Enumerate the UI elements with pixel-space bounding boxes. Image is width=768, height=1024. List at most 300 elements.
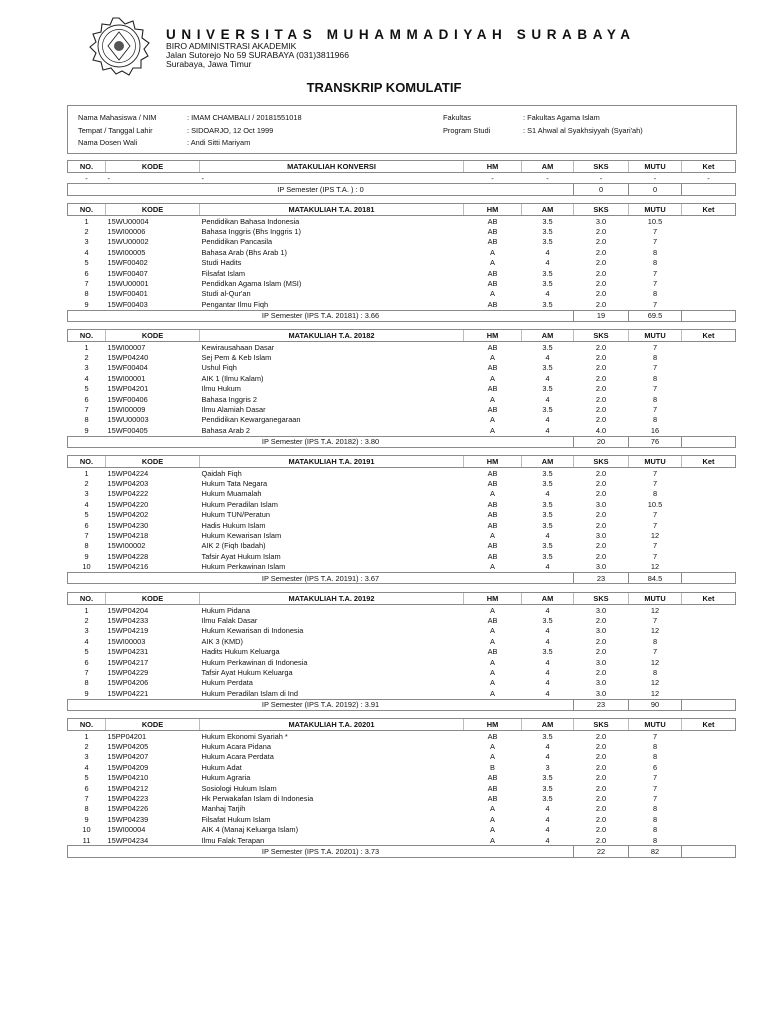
total-sks: 23 [574, 699, 629, 710]
hm-cell: AB [487, 499, 498, 509]
hm-cell: A [490, 605, 495, 615]
kode-cell: 15WP04201 [107, 384, 149, 394]
ket-cell [682, 226, 736, 236]
hm-cell: AB [487, 279, 498, 289]
matakuliah-cell: Hadis Hukum Islam [201, 520, 266, 530]
table-row [68, 247, 736, 257]
sks-cell: 2.0 [595, 468, 607, 478]
mutu-cell: 12 [650, 531, 660, 541]
ket-cell [682, 783, 736, 793]
ket-cell [682, 415, 736, 425]
document-title: TRANSKRIP KOMULATIF [306, 80, 462, 95]
matakuliah-cell: Hukum Perkawinan Islam [201, 562, 286, 572]
semester-table [67, 160, 736, 196]
ket-cell [682, 647, 736, 657]
matakuliah-cell: AIK 1 (Ilmu Kalam) [201, 373, 264, 383]
no-cell: 7 [84, 279, 89, 289]
no-cell: 5 [84, 384, 89, 394]
kode-cell: 15PP04201 [107, 731, 147, 741]
column-header-mutu: MUTU [629, 161, 682, 173]
mutu-cell: 6 [652, 762, 658, 772]
ket-cell [682, 741, 736, 751]
mutu-cell: 7 [652, 783, 658, 793]
column-header-kode: KODE [106, 719, 200, 731]
program-label: Program Studi [443, 126, 491, 135]
ket-cell [682, 425, 736, 436]
column-header-am: AM [522, 593, 574, 605]
am-cell: 4 [545, 258, 550, 268]
ket-cell [682, 762, 736, 772]
mutu-cell: 7 [652, 279, 658, 289]
mutu-cell: 8 [652, 814, 658, 824]
column-header-no: NO. [68, 330, 106, 342]
semester-title: MATAKULIAH T.A. 20192 [200, 593, 464, 605]
ip-semester-label: IP Semester (IPS T.A. 20182) : 3.80 [68, 436, 574, 447]
table-row [68, 636, 736, 646]
table-row [68, 688, 736, 699]
mutu-cell: 8 [652, 835, 658, 845]
matakuliah-cell: Manhaj Tarjih [201, 804, 246, 814]
semester-title: MATAKULIAH T.A. 20182 [200, 330, 464, 342]
university-seal-icon [86, 16, 152, 76]
kode-cell: 15WP04219 [107, 626, 149, 636]
matakuliah-cell: Tafsir Ayat Hukum Keluarga [201, 668, 293, 678]
advisor-label: Nama Dosen Wali [78, 138, 138, 147]
am-cell: 3.5 [542, 499, 553, 509]
mutu-cell: 12 [650, 605, 660, 615]
no-cell: 3 [84, 626, 89, 636]
kode-cell: 15WP04230 [107, 520, 149, 530]
hm-cell: AB [487, 468, 498, 478]
mutu-cell: 8 [652, 752, 658, 762]
hm-cell: AB [487, 227, 498, 237]
column-header-hm: HM [464, 593, 522, 605]
no-cell: 1 [84, 216, 89, 226]
faculty-value: : Fakultas Agama Islam [523, 113, 600, 122]
no-cell: 6 [84, 394, 89, 404]
no-cell: 9 [84, 688, 89, 698]
am-cell: 4 [545, 626, 550, 636]
matakuliah-cell: Bahasa Arab (Bhs Arab 1) [201, 247, 287, 257]
matakuliah-cell: Pendidikan Kewarganegaraan [201, 415, 301, 425]
am-cell: - [546, 173, 549, 183]
sks-cell: 2.0 [595, 394, 607, 404]
ket-cell [682, 468, 736, 479]
hm-cell: AB [487, 794, 498, 804]
mutu-cell: 10.5 [647, 216, 663, 226]
no-cell: 2 [84, 227, 89, 237]
matakuliah-cell: Filsafat Islam [201, 268, 246, 278]
matakuliah-cell: Hukum Kewarisan di Indonesia [201, 626, 304, 636]
matakuliah-cell: Bahasa Arab 2 [201, 425, 250, 435]
total-ket [682, 184, 736, 195]
ip-semester-label: IP Semester (IPS T.A. 20201) : 3.73 [68, 846, 574, 857]
mutu-cell: 8 [652, 636, 658, 646]
column-header-kode: KODE [106, 593, 200, 605]
hm-cell: A [490, 688, 495, 698]
column-header-no: NO. [68, 593, 106, 605]
ket-cell [682, 752, 736, 762]
am-cell: 3.5 [542, 468, 553, 478]
hm-cell: AB [487, 520, 498, 530]
sks-cell: 3.0 [595, 626, 607, 636]
kode-cell: 15WI00002 [107, 541, 146, 551]
student-name-label: Nama Mahasiswa / NIM [78, 113, 157, 122]
matakuliah-cell: Hukum Acara Perdata [201, 752, 274, 762]
kode-cell: 15WP04220 [107, 499, 149, 509]
sks-cell: 3.0 [595, 688, 607, 698]
kode-cell: 15WU00002 [107, 237, 149, 247]
matakuliah-cell: Pendidkan Agama Islam (MSI) [201, 279, 302, 289]
hm-cell: A [490, 425, 495, 435]
hm-cell: AB [487, 237, 498, 247]
mutu-cell: 16 [650, 425, 660, 435]
ket-cell [682, 657, 736, 667]
table-row [68, 562, 736, 573]
table-row [68, 731, 736, 742]
total-sks: 20 [574, 436, 629, 447]
table-row [68, 520, 736, 530]
ket-cell [682, 404, 736, 414]
table-row [68, 814, 736, 824]
mutu-cell: 7 [652, 237, 658, 247]
hm-cell: AB [487, 216, 498, 226]
mutu-cell: 12 [650, 626, 660, 636]
kode-cell: 15WI00007 [107, 342, 146, 352]
kode-cell: 15WP04212 [107, 783, 149, 793]
kode-cell: 15WP04223 [107, 794, 149, 804]
column-header-no: NO. [68, 719, 106, 731]
sks-cell: 2.0 [595, 415, 607, 425]
address: Jalan Sutorejo No 59 SURABAYA (031)3811966 [166, 50, 349, 60]
no-cell: 8 [84, 804, 89, 814]
column-header-ket: Ket [682, 719, 736, 731]
column-header-kode: KODE [106, 456, 200, 468]
no-cell: 2 [84, 616, 89, 626]
sks-cell: 2.0 [595, 520, 607, 530]
am-cell: 4 [545, 678, 550, 688]
am-cell: 4 [545, 814, 550, 824]
column-header-sks: SKS [574, 593, 629, 605]
table-row [68, 678, 736, 688]
total-ket [682, 436, 736, 447]
mutu-cell: 7 [652, 384, 658, 394]
header-row [68, 593, 736, 605]
matakuliah-cell: Studi al-Qur'an [201, 289, 251, 299]
table-row [68, 541, 736, 551]
birth-label: Tempat / Tanggal Lahir [78, 126, 153, 135]
total-ket [682, 846, 736, 857]
table-row [68, 825, 736, 835]
hm-cell: A [490, 289, 495, 299]
hm-cell: A [490, 394, 495, 404]
no-cell: 7 [84, 405, 89, 415]
table-row [68, 647, 736, 657]
mutu-cell: 8 [652, 742, 658, 752]
matakuliah-cell: Hukum Adat [201, 762, 242, 772]
no-cell: 4 [84, 499, 89, 509]
am-cell: 4 [545, 835, 550, 845]
am-cell: 4 [545, 657, 550, 667]
sks-cell: 3.0 [595, 562, 607, 572]
ip-semester-row [68, 699, 736, 710]
sks-cell: 2.0 [595, 668, 607, 678]
no-cell: 4 [84, 762, 89, 772]
table-row [68, 342, 736, 353]
sks-cell: 2.0 [595, 353, 607, 363]
sks-cell: 2.0 [595, 299, 607, 309]
mutu-cell: 7 [652, 479, 658, 489]
matakuliah-cell: Hukum Perdata [201, 678, 253, 688]
am-cell: 3.5 [542, 405, 553, 415]
column-header-hm: HM [464, 719, 522, 731]
ket-cell [682, 551, 736, 561]
am-cell: 3.5 [542, 731, 553, 741]
am-cell: 4 [545, 804, 550, 814]
am-cell: 3.5 [542, 279, 553, 289]
letterhead [86, 16, 726, 76]
sks-cell: 2.0 [595, 479, 607, 489]
sks-cell: 2.0 [595, 814, 607, 824]
am-cell: 3.5 [542, 773, 553, 783]
no-cell: 8 [84, 415, 89, 425]
table-row [68, 605, 736, 616]
total-ket [682, 572, 736, 583]
matakuliah-cell: Hukum Peradilan Islam [201, 499, 278, 509]
column-header-ket: Ket [682, 161, 736, 173]
ket-cell [682, 605, 736, 616]
semester-table [67, 718, 736, 858]
no-cell: - [85, 173, 88, 183]
ket-cell [682, 489, 736, 499]
matakuliah-cell: Hukum Kewarisan Islam [201, 531, 282, 541]
mutu-cell: 7 [652, 647, 658, 657]
ket-cell [682, 804, 736, 814]
ket-cell [682, 352, 736, 362]
column-header-ket: Ket [682, 593, 736, 605]
matakuliah-cell: Bahasa Inggris (Bhs Inggris 1) [201, 227, 301, 237]
total-ket [682, 699, 736, 710]
sks-cell: 3.0 [595, 657, 607, 667]
table-row [68, 752, 736, 762]
no-cell: 9 [84, 299, 89, 309]
mutu-cell: 8 [652, 489, 658, 499]
no-cell: 7 [84, 668, 89, 678]
hm-cell: A [490, 626, 495, 636]
am-cell: 4 [545, 688, 550, 698]
mutu-cell: 12 [650, 678, 660, 688]
sks-cell: 2.0 [595, 405, 607, 415]
sks-cell: 2.0 [595, 237, 607, 247]
matakuliah-cell: Hukum Ekonomi Syariah * [201, 731, 288, 741]
kode-cell: 15WP04207 [107, 752, 149, 762]
sks-cell: 2.0 [595, 541, 607, 551]
kode-cell: 15WI00004 [107, 825, 146, 835]
ket-cell [682, 394, 736, 404]
ip-semester-row [68, 310, 736, 321]
table-row [68, 835, 736, 846]
kode-cell: 15WP04229 [107, 668, 149, 678]
am-cell: 3.5 [542, 237, 553, 247]
sks-cell: 2.0 [595, 227, 607, 237]
ip-semester-row [68, 846, 736, 857]
am-cell: 3.5 [542, 363, 553, 373]
table-row [68, 226, 736, 236]
no-cell: 9 [84, 425, 89, 435]
mutu-cell: 7 [652, 794, 658, 804]
header-row [68, 456, 736, 468]
no-cell: 2 [84, 479, 89, 489]
kode-cell: 15WI00006 [107, 227, 146, 237]
hm-cell: AB [487, 647, 498, 657]
mutu-cell: 7 [652, 405, 658, 415]
ket-cell [682, 615, 736, 625]
matakuliah-cell: Tafsir Ayat Hukum Islam [201, 551, 281, 561]
sks-cell: 3.0 [595, 216, 607, 226]
sks-cell: 2.0 [595, 731, 607, 741]
table-row [68, 510, 736, 520]
no-cell: 2 [84, 742, 89, 752]
mutu-cell: 12 [650, 688, 660, 698]
sks-cell: 3.0 [595, 605, 607, 615]
ket-cell [682, 814, 736, 824]
kode-cell: 15WP04203 [107, 479, 149, 489]
kode-cell: - [107, 173, 110, 183]
mutu-cell: 10.5 [647, 499, 663, 509]
semester-title: MATAKULIAH KONVERSI [200, 161, 464, 173]
matakuliah-cell: Pendidikan Pancasila [201, 237, 273, 247]
ket-cell [682, 478, 736, 488]
ket-cell [682, 237, 736, 247]
column-header-am: AM [522, 719, 574, 731]
column-header-hm: HM [464, 330, 522, 342]
kode-cell: 15WI00005 [107, 247, 146, 257]
university-name: UNIVERSITAS MUHAMMADIYAH SURABAYA [166, 27, 636, 42]
sks-cell: 2.0 [595, 489, 607, 499]
kode-cell: 15WP04233 [107, 616, 149, 626]
column-header-sks: SKS [574, 161, 629, 173]
ip-semester-row [68, 436, 736, 447]
semester-title: MATAKULIAH T.A. 20191 [200, 456, 464, 468]
mutu-cell: 7 [652, 520, 658, 530]
kode-cell: 15WP04224 [107, 468, 149, 478]
mutu-cell: 8 [652, 247, 658, 257]
ip-semester-row [68, 184, 736, 195]
no-cell: 3 [84, 752, 89, 762]
ket-cell [682, 289, 736, 299]
ket-cell [682, 363, 736, 373]
no-cell: 8 [84, 541, 89, 551]
column-header-sks: SKS [574, 719, 629, 731]
total-mutu: 76 [629, 436, 682, 447]
mutu-cell: 7 [652, 731, 658, 741]
hm-cell: A [490, 678, 495, 688]
matakuliah-cell: AIK 4 (Manaj Keluarga Islam) [201, 825, 299, 835]
semester-table [67, 329, 736, 448]
ket-cell [682, 530, 736, 540]
table-row [68, 530, 736, 540]
hm-cell: - [491, 173, 494, 183]
hm-cell: A [490, 353, 495, 363]
kode-cell: 15WU00004 [107, 216, 149, 226]
hm-cell: A [490, 562, 495, 572]
matakuliah-cell: Sosiologi Hukum Islam [201, 783, 277, 793]
am-cell: 4 [545, 489, 550, 499]
ket-cell [682, 268, 736, 278]
table-row [68, 615, 736, 625]
column-header-no: NO. [68, 456, 106, 468]
mutu-cell: 7 [652, 551, 658, 561]
am-cell: 4 [545, 425, 550, 435]
mutu-cell: 7 [652, 510, 658, 520]
no-cell: 4 [84, 636, 89, 646]
table-row [68, 626, 736, 636]
no-cell: 10 [82, 562, 91, 572]
total-mutu: 0 [629, 184, 682, 195]
semester-title: MATAKULIAH T.A. 20201 [200, 719, 464, 731]
kode-cell: 15WU00003 [107, 415, 149, 425]
ip-semester-label: IP Semester (IPS T.A. ) : 0 [68, 184, 574, 195]
hm-cell: A [490, 814, 495, 824]
ket-cell [682, 541, 736, 551]
hm-cell: AB [487, 510, 498, 520]
no-cell: 8 [84, 289, 89, 299]
sks-cell: 2.0 [595, 804, 607, 814]
bureau-name: BIRO ADMINISTRASI AKADEMIK [166, 41, 297, 51]
sks-cell: 2.0 [595, 742, 607, 752]
am-cell: 3.5 [542, 616, 553, 626]
kode-cell: 15WP04204 [107, 605, 149, 615]
am-cell: 4 [545, 415, 550, 425]
table-row [68, 299, 736, 310]
am-cell: 4 [545, 394, 550, 404]
matakuliah-cell: Hukum TUN/Peratun [201, 510, 270, 520]
hm-cell: A [490, 247, 495, 257]
mutu-cell: 8 [652, 394, 658, 404]
ket-cell [682, 626, 736, 636]
ket-cell [682, 835, 736, 846]
sks-cell: 3.0 [595, 531, 607, 541]
column-header-hm: HM [464, 204, 522, 216]
no-cell: 3 [84, 489, 89, 499]
mutu-cell: 7 [652, 616, 658, 626]
kode-cell: 15WP04222 [107, 489, 149, 499]
hm-cell: A [490, 531, 495, 541]
ket-cell [682, 667, 736, 677]
column-header-mutu: MUTU [629, 204, 682, 216]
sks-cell: 2.0 [595, 363, 607, 373]
semester-table [67, 455, 736, 584]
kode-cell: 15WF00406 [107, 394, 148, 404]
kode-cell: 15WF00401 [107, 289, 148, 299]
am-cell: 3.5 [542, 520, 553, 530]
matakuliah-cell: Qaidah Fiqh [201, 468, 242, 478]
total-mutu: 84.5 [629, 572, 682, 583]
matakuliah-cell: Ilmu Hukum [201, 384, 241, 394]
ket-cell: - [707, 173, 710, 183]
ip-semester-row [68, 572, 736, 583]
sks-cell: 2.0 [595, 794, 607, 804]
ket-cell [682, 384, 736, 394]
column-header-mutu: MUTU [629, 719, 682, 731]
sks-cell: 3.0 [595, 499, 607, 509]
total-mutu: 82 [629, 846, 682, 857]
column-header-am: AM [522, 456, 574, 468]
hm-cell: A [490, 804, 495, 814]
kode-cell: 15WP04209 [107, 762, 149, 772]
table-row [68, 657, 736, 667]
table-row [68, 773, 736, 783]
